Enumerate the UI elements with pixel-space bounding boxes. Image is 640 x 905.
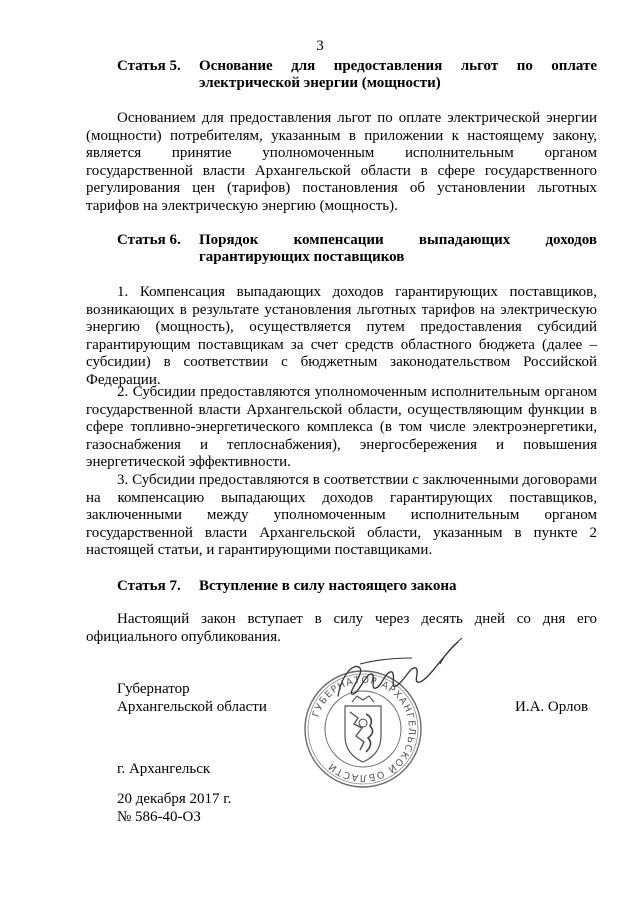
article-6-paragraph-2: 2. Субсидии предоставляются уполномоченным исполнительным органом государственной власти Архангельской области, осуществляющим функции в сфере топливно-энергетического комплекса (в том числе электроэнергетики, газоснабжения и теплоснабжения), энергосбережения и повышения энергетической эффективности.: [86, 384, 597, 471]
governor-title: [117, 680, 267, 716]
article-6-paragraph-1: 1. Компенсация выпадающих доходов гарантирующих поставщиков, возникающих в результате установления льготных тарифов на электрическую энергию (мощность), осуществляется путем предоставления субсидий гарантирующим поставщикам за счет средств областного бюджета (далее – субсидии) в соответствии с бюджетным законодательством Российской Федерации.: [86, 284, 597, 388]
article-5-number: Статья 5.: [117, 58, 181, 74]
article-7-title: Вступление в силу настоящего закона: [199, 578, 457, 594]
article-5-text: Основанием для предоставления льгот по оплате электрической энергии (мощности) потребителям, указанным в приложении к настоящему закону, является принятие уполномоченным исполнительным органом государственной власти Архангельской области в сфере государственного регулирования цен (тарифов) постановления об установлении льготных тарифов на электрическую энергию (мощность).: [86, 110, 597, 214]
article-7-text: Настоящий закон вступает в силу через десять дней со дня его официального опубликования.: [86, 611, 597, 645]
signing-date: 20 декабря 2017 г.: [117, 791, 232, 807]
article-7-number: Статья 7.: [117, 578, 181, 594]
governor-line-2: Архангельской области: [117, 699, 267, 715]
law-number: № 586-40-ОЗ: [117, 809, 201, 825]
svg-text:ГУБЕРНАТОР АРХАНГЕЛЬСКОЙ ОБЛАС: ГУБЕРНАТОР АРХАНГЕЛЬСКОЙ ОБЛАСТИ: [310, 674, 418, 784]
handwritten-signature: [320, 634, 480, 714]
article-6-paragraph-3: 3. Субсидии предоставляются в соответствии с заключенными договорами на компенсацию выпадающих доходов гарантирующих поставщиков, заключенными между уполномоченным исполнительным органом государственной власти Архангельской области, указанным в пункте 2 настоящей статьи, и гарантирующими поставщиками.: [86, 472, 597, 559]
page-number: 3: [316, 38, 324, 54]
article-6-title: Порядок компенсации выпадающих доходов гарантирующих поставщиков: [199, 232, 597, 265]
article-6-number: Статья 6.: [117, 232, 181, 248]
governor-line-1: Губернатор: [117, 681, 190, 697]
signing-city: г. Архангельск: [117, 761, 211, 777]
article-5-title: Основание для предоставления льгот по оплате электрической энергии (мощности): [199, 58, 597, 91]
governor-name: И.А. Орлов: [515, 699, 589, 715]
